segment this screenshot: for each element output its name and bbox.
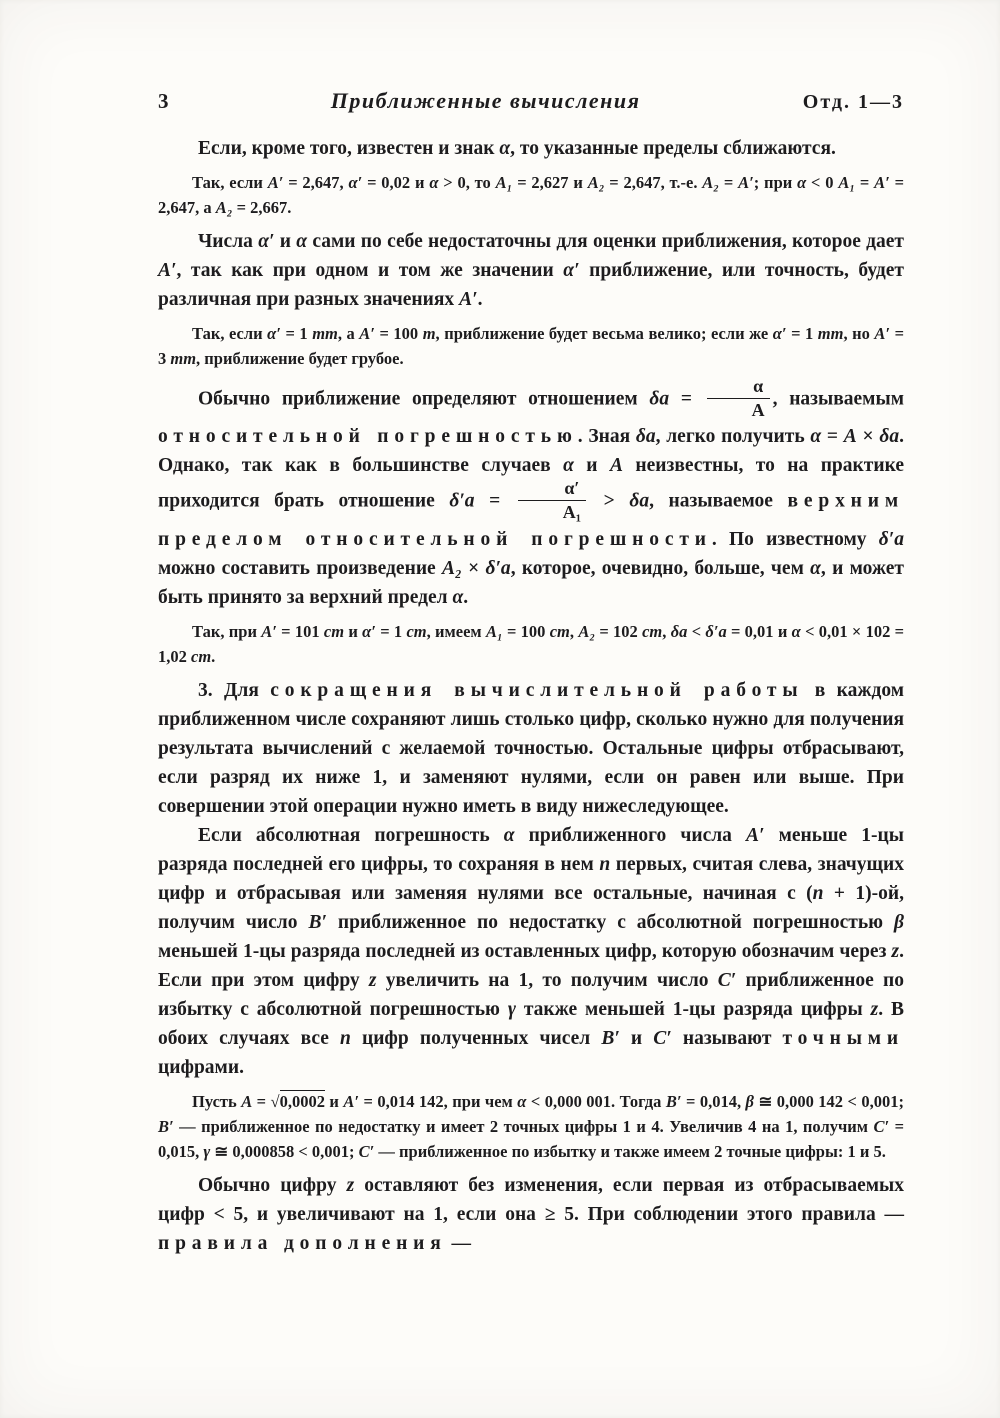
fraction: $\frac{\alpha}{A}$	[707, 376, 770, 420]
fine-print-4: Пусть A = √0,0002 и A′ = 0,014 142, при чем α < 0,000 001. Тогда B′ = 0,014, β ≅ 0,000 142 < 0,001; B′ — приближенное по недостатку и имеет 2 точных цифры 1 и 4. Увеличив 4 на 1, получим C′ = 0,015, γ ≅ 0,000858 < 0,001; C′ — приближенное по избытку и также имеем 2 точные цифры: 1 и 5.	[158, 1091, 904, 1161]
paragraph-6: Обычно цифру z оставляют без изменения, если первая из отбрасываемых цифр < 5, и увеличивают на 1, если она ≥ 5. При соблюдении этого правила — правила дополнения —	[158, 1174, 904, 1254]
paragraph-5: Если абсолютная погрешность α приближенного числа A′ меньше 1-цы разряда последней его цифры, то сохраняя в нем n первых, считая слева, значущих цифр и отбрасывая или заменяя нулями все остальные, начиная с (n + 1)-ой, получим число B′ приближенное по недостатку с абсолютной погрешностью β меньшей 1-цы разряда последней из оставленных цифр, которую обозначим через z. Если при этом цифру z увеличить на 1, то получим число C′ приближенное по избытку с абсолютной погрешностью γ также меньшей 1-цы разряда цифры z. В обоих случаях все n цифр полученных чисел B′ и C′ называют точными цифрами.	[158, 824, 905, 1078]
fine-print-2: Так, если α′ = 1 mm, а A′ = 100 m, приближение будет весьма велико; если же α′ = 1 mm, но A′ = 3 mm, приближение будет грубое.	[158, 324, 905, 368]
paragraph-4: 3. Для сокращения вычислительной работы в каждом приближенном числе сохраняют лишь столько цифр, сколько нужно для получения результата вычислений с желаемой точностью. Остальные цифры отбрасывают, если разряд их ниже 1, и заменяют нулями, если он равен или выше. При совершении этой операции нужно иметь в виду нижеследующее.	[158, 679, 905, 817]
running-title: Приближенные вычисления	[330, 88, 641, 113]
section-label: Отд. 1—3	[802, 91, 904, 113]
fine-print-3: Так, при A′ = 101 cm и α′ = 1 cm, имеем A₁ = 100 cm, A₂ = 102 cm, δa < δ′a = 0,01 и α < 0,01 × 102 = 1,02 cm.	[158, 621, 905, 666]
page-number: 3	[158, 89, 169, 113]
fraction: $\frac{\alpha'}{\text{A₁}}$	[518, 478, 586, 522]
running-header	[158, 88, 904, 114]
paragraph-3: Обычно приближение определяют отношением δa = $\frac{\alpha}{A}$ , называемым относительной погрешностью. Зная δa, легко получить α = A × δa. Однако, так как в большинстве случаев α и A неизвестны, то на практике приходится брать отношение δ′a = $\frac{\alpha'}{\text{A₁}}$ > δa, называемое верхним пределом относительной погрешности. По известному δ′a можно составить произведение A₂ × δ′a, которое, очевидно, больше, чем α, и может быть принято за верхний предел α.	[158, 376, 904, 608]
paragraph-1: Если, кроме того, известен и знак α, то указанные пределы сближаются.	[198, 138, 836, 159]
paragraph-2: Числа α′ и α сами по себе недостаточны для оценки приближения, которое дает A′, так как при одном и том же значении α′ приближение, или точность, будет различная при разных значениях A′.	[158, 231, 904, 310]
fine-print-1: Так, если A′ = 2,647, α′ = 0,02 и α > 0, то A₁ = 2,627 и A₂ = 2,647, т.-е. A₂ = A′; при α < 0 A₁ = A′ = 2,647, а A₂ = 2,667.	[158, 173, 904, 217]
